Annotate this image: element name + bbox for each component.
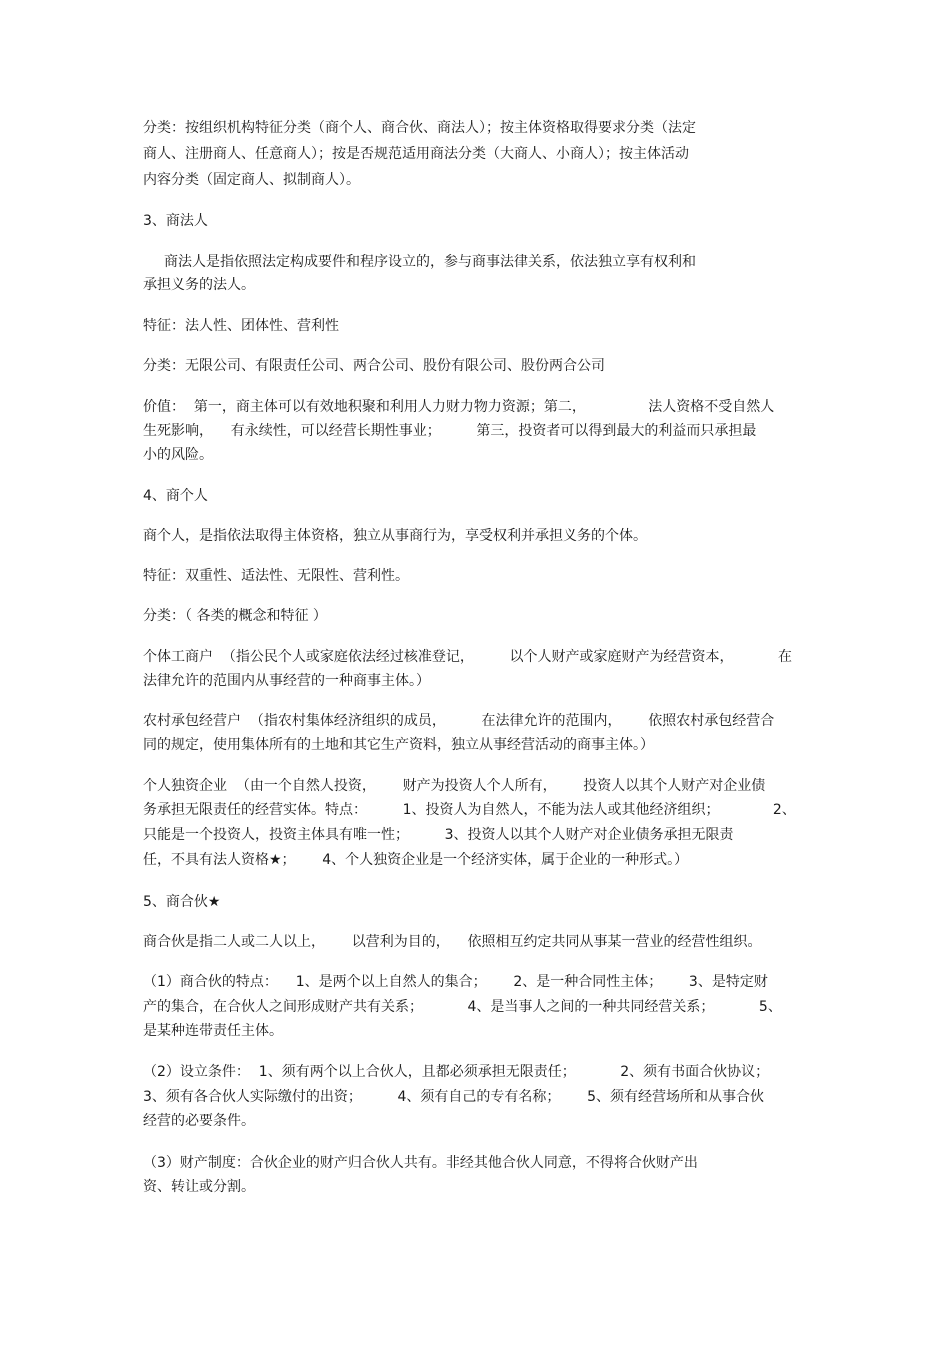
text-line: 分类：无限公司、有限责任公司、两合公司、股份有限公司、股份两合公司 bbox=[143, 358, 605, 374]
text-line: 商人、注册商人、任意商人）；按是否规范适用商法分类（大商人、小商人）；按主体活动 bbox=[143, 146, 689, 162]
text-line: 分类：（ 各类的概念和特征 ） bbox=[143, 608, 327, 624]
text-line: 只能是一个投资人，投资主体具有唯一性； 3、投资人以其个人财产对企业债务承担无限责 bbox=[143, 827, 734, 843]
text-line: 法律允许的范围内从事经营的一种商事主体。） bbox=[143, 673, 430, 689]
text-line: 分类：按组织机构特征分类（商个人、商合伙、商法人）；按主体资格取得要求分类（法定 bbox=[143, 120, 696, 136]
text-line: 是某种连带责任主体。 bbox=[143, 1023, 283, 1039]
section-heading: 3、商法人 bbox=[143, 213, 208, 229]
text-line: 资、转让或分割。 bbox=[143, 1179, 255, 1195]
text-line: 3、须有各合伙人实际缴付的出资； 4、须有自己的专有名称； 5、须有经营场所和从事合伙 bbox=[143, 1089, 765, 1105]
section-heading: 4、商个人 bbox=[143, 488, 208, 504]
text-line: 务承担无限责任的经营实体。特点： 1、投资人为自然人，不能为法人或其他经济组织； 2、 bbox=[143, 802, 796, 818]
text-line: 内容分类（固定商人、拟制商人）。 bbox=[143, 172, 360, 188]
section-heading: 5、商合伙★ bbox=[143, 894, 221, 910]
text-line: 个体工商户 （指公民个人或家庭依法经过核准登记， 以个人财产或家庭财产为经营资本， 在 bbox=[143, 649, 793, 665]
text-line: 小的风险。 bbox=[143, 447, 213, 463]
text-line: （1）商合伙的特点： 1、是两个以上自然人的集合； 2、是一种合同性主体； 3、是特定财 bbox=[143, 974, 768, 990]
text-line: 价值： 第一，商主体可以有效地积聚和利用人力财力物力资源；第二， 法人资格不受自然人 bbox=[143, 399, 775, 415]
text-line: 个人独资企业 （由一个自然人投资， 财产为投资人个人所有， 投资人以其个人财产对企业债 bbox=[143, 778, 766, 794]
text-line: 特征：法人性、团体性、营利性 bbox=[143, 318, 339, 334]
text-line: 产的集合，在合伙人之间形成财产共有关系； 4、是当事人之间的一种共同经营关系； 5、 bbox=[143, 999, 782, 1015]
text-line: 同的规定，使用集体所有的土地和其它生产资料，独立从事经营活动的商事主体。） bbox=[143, 737, 654, 753]
text-line: （2）设立条件： 1、须有两个以上合伙人，且都必须承担无限责任； 2、须有书面合伙协议； bbox=[143, 1064, 770, 1080]
text-line: 经营的必要条件。 bbox=[143, 1113, 255, 1129]
text-line: 商法人是指依照法定构成要件和程序设立的，参与商事法律关系，依法独立享有权利和 bbox=[164, 254, 696, 270]
text-line: 承担义务的法人。 bbox=[143, 277, 255, 293]
text-line: 特征：双重性、适法性、无限性、营利性。 bbox=[143, 568, 409, 584]
text-line: 生死影响， 有永续性，可以经营长期性事业； 第三，投资者可以得到最大的利益而只承担最 bbox=[143, 423, 757, 439]
text-line: （3）财产制度：合伙企业的财产归合伙人共有。非经其他合伙人同意，不得将合伙财产出 bbox=[143, 1155, 698, 1171]
text-line: 商个人，是指依法取得主体资格，独立从事商行为，享受权利并承担义务的个体。 bbox=[143, 528, 647, 544]
text-line: 商合伙是指二人或二人以上， 以营利为目的， 依照相互约定共同从事某一营业的经营性组织。 bbox=[143, 934, 762, 950]
text-line: 任，不具有法人资格★； 4、个人独资企业是一个经济实体，属于企业的一种形式。） bbox=[143, 852, 689, 868]
text-line: 农村承包经营户 （指农村集体经济组织的成员， 在法律允许的范围内， 依照农村承包经营合 bbox=[143, 713, 775, 729]
